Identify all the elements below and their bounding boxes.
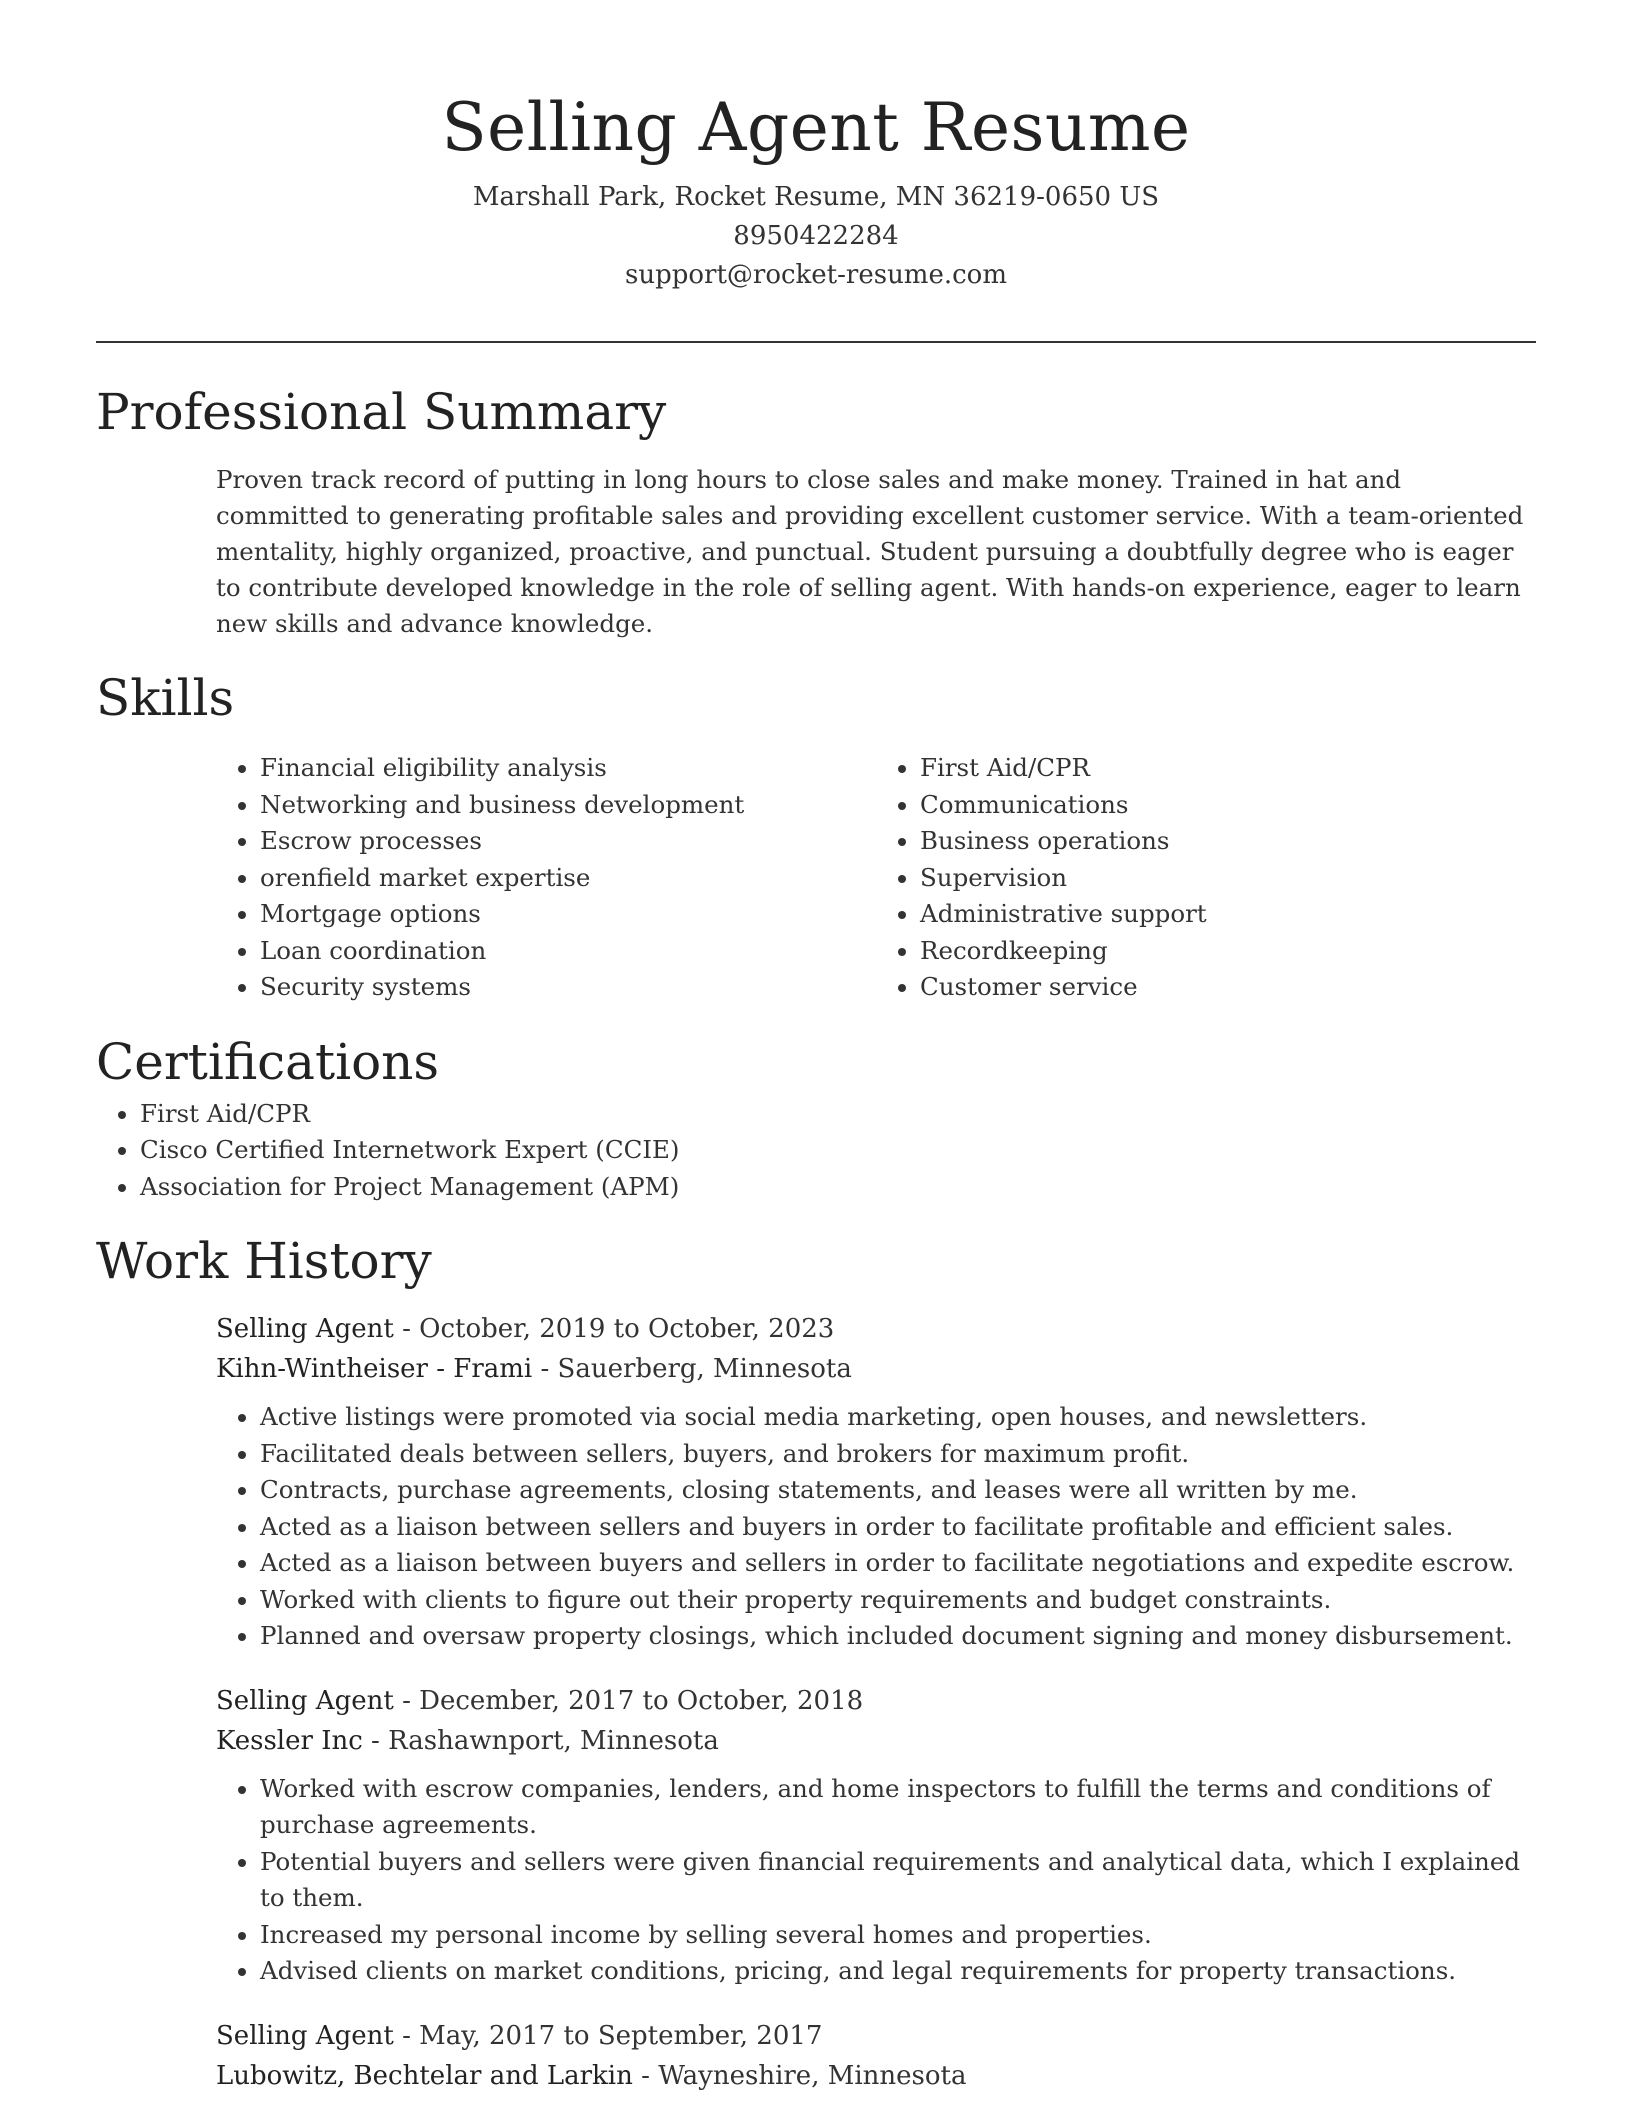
resume-header bbox=[0, 0, 1632, 295]
skill-item: • Security systems bbox=[260, 969, 876, 1006]
contact-email: support@rocket-resume.com bbox=[624, 260, 1007, 290]
skill-item: • Financial eligibility analysis bbox=[260, 750, 876, 787]
job-bullet: • Acted as a liaison between sellers and buyers in order to facilitate profitable and efficient sales. bbox=[260, 1509, 1536, 1546]
job-bullet: • Advised clients on market conditions, pricing, and legal requirements for property transactions. bbox=[260, 1953, 1536, 1990]
skill-item: • Customer service bbox=[920, 969, 1536, 1006]
job-location: - Wayneshire, Minnesota bbox=[632, 2060, 967, 2091]
skill-item: • Recordkeeping bbox=[920, 933, 1536, 970]
job-entry bbox=[216, 1309, 1536, 1655]
certifications-list bbox=[96, 1096, 1536, 1206]
skills-list-right bbox=[876, 750, 1536, 1006]
job-company: Kihn-Wintheiser - Frami bbox=[216, 1354, 533, 1384]
skill-item: • Networking and business development bbox=[260, 787, 876, 824]
job-dates: - May, 2017 to September, 2017 bbox=[393, 2020, 823, 2051]
summary-section bbox=[96, 378, 1536, 642]
job-bullet: • Facilitated deals between sellers, buyers, and brokers for maximum profit. bbox=[260, 1436, 1536, 1473]
skill-item: • Escrow processes bbox=[260, 823, 876, 860]
work-history-section bbox=[96, 1227, 1536, 2096]
job-role: Selling Agent bbox=[216, 1314, 394, 1344]
job-role: Selling Agent bbox=[216, 2020, 394, 2051]
job-bullet: • Increased my personal income by selling several homes and properties. bbox=[260, 1917, 1536, 1954]
job-bullets bbox=[216, 1771, 1536, 1990]
contact-phone: 8950422284 bbox=[733, 221, 899, 251]
skill-item: • Administrative support bbox=[920, 896, 1536, 933]
job-company: Lubowitz, Bechtelar and Larkin bbox=[216, 2060, 633, 2091]
header-divider bbox=[96, 341, 1536, 343]
skill-item: • Mortgage options bbox=[260, 896, 876, 933]
job-title-line bbox=[216, 1309, 1536, 1349]
job-dates: - October, 2019 to October, 2023 bbox=[393, 1314, 835, 1344]
job-bullet: • Worked with escrow companies, lenders, and home inspectors to fulfill the terms and conditions of purchase agreements. bbox=[260, 1771, 1536, 1844]
job-bullet: • Potential buyers and sellers were given financial requirements and analytical data, which I explained to them. bbox=[260, 1844, 1536, 1917]
skill-item: • Supervision bbox=[920, 860, 1536, 897]
summary-heading: Professional Summary bbox=[96, 383, 667, 441]
summary-text: Proven track record of putting in long hours to close sales and make money. Trained in hat and committed to generating profitable sales and providing excellent customer service. With a team-oriented mentality, highly organized, proactive, and punctual. Student pursuing a doubtfully degree who is eager to contribute developed knowledge in the role of selling agent. With hands-on experience, eager to learn new skills and advance knowledge. bbox=[216, 465, 1524, 638]
job-company: Kessler Inc bbox=[216, 1725, 363, 1756]
job-bullets bbox=[216, 1399, 1536, 1655]
contact-info bbox=[0, 178, 1632, 295]
job-bullet: • Contracts, purchase agreements, closing statements, and leases were all written by me. bbox=[260, 1472, 1536, 1509]
skill-item: • Business operations bbox=[920, 823, 1536, 860]
skill-item: • orenfield market expertise bbox=[260, 860, 876, 897]
job-location: - Rashawnport, Minnesota bbox=[362, 1725, 719, 1756]
skills-heading: Skills bbox=[96, 669, 235, 727]
certification-item: • Association for Project Management (APM) bbox=[140, 1169, 1536, 1206]
job-entry bbox=[216, 1681, 1536, 1990]
skills-columns bbox=[216, 750, 1536, 1006]
job-role: Selling Agent bbox=[216, 1685, 394, 1716]
skill-item: • First Aid/CPR bbox=[920, 750, 1536, 787]
job-company-line bbox=[216, 2056, 1536, 2096]
skills-section bbox=[96, 664, 1536, 1006]
job-bullet: • Worked with clients to figure out their property requirements and budget constraints. bbox=[260, 1582, 1536, 1619]
resume-title: Selling Agent Resume bbox=[441, 89, 1191, 166]
job-bullet: • Acted as a liaison between buyers and sellers in order to facilitate negotiations and expedite escrow. bbox=[260, 1545, 1536, 1582]
skill-item: • Communications bbox=[920, 787, 1536, 824]
skill-item: • Loan coordination bbox=[260, 933, 876, 970]
certification-item: • First Aid/CPR bbox=[140, 1096, 1536, 1133]
certifications-heading: Certifications bbox=[96, 1032, 440, 1091]
work-history-heading: Work History bbox=[96, 1232, 432, 1290]
skills-list-left bbox=[216, 750, 876, 1006]
job-dates: - December, 2017 to October, 2018 bbox=[393, 1685, 864, 1716]
certifications-section bbox=[96, 1028, 1536, 1206]
job-entry bbox=[216, 2016, 1536, 2096]
job-bullet: • Planned and oversaw property closings, which included document signing and money disbursement. bbox=[260, 1618, 1536, 1655]
job-title-line bbox=[216, 1681, 1536, 1721]
contact-address: Marshall Park, Rocket Resume, MN 36219-0650 US bbox=[472, 182, 1160, 212]
job-bullet: • Active listings were promoted via social media marketing, open houses, and newsletters. bbox=[260, 1399, 1536, 1436]
job-company-line bbox=[216, 1721, 1536, 1761]
certification-item: • Cisco Certified Internetwork Expert (CCIE) bbox=[140, 1132, 1536, 1169]
resume-body bbox=[96, 378, 1536, 2096]
job-location: - Sauerberg, Minnesota bbox=[532, 1354, 852, 1384]
job-title-line bbox=[216, 2016, 1536, 2056]
job-company-line bbox=[216, 1349, 1536, 1389]
